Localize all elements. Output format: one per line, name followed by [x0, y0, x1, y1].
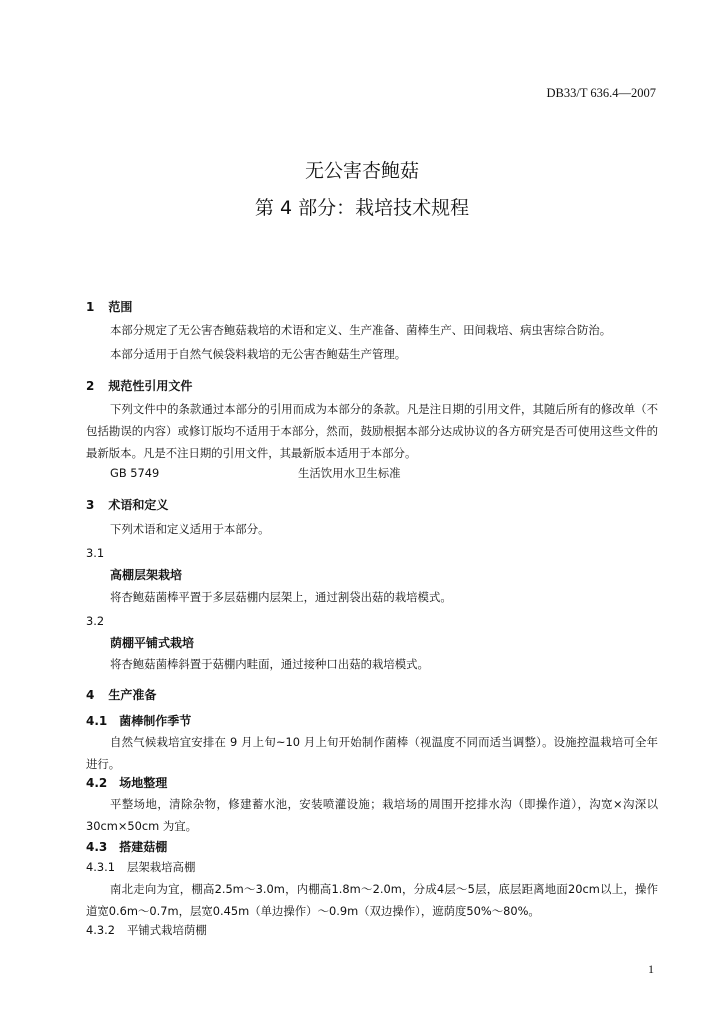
reference-code: GB 5749	[110, 466, 160, 480]
subsection-4-1-heading	[86, 712, 191, 729]
page-number: 1	[648, 962, 654, 976]
section-3-heading	[86, 496, 168, 513]
reference-title: 生活饮用水卫生标准	[298, 466, 401, 480]
subsection-title: 层架栽培高棚	[126, 860, 196, 874]
subsection-title: 搭建菇棚	[119, 840, 168, 854]
subsection-4-3-1-heading	[86, 856, 195, 878]
section-1-heading	[86, 298, 132, 315]
section-2-heading	[86, 377, 192, 394]
term-number: 3.2	[86, 614, 105, 628]
subsection-title: 平铺式栽培荫棚	[126, 923, 207, 937]
subsection-4-3-heading	[86, 838, 167, 855]
term-name: 高棚层架栽培	[110, 568, 183, 582]
section-4-heading	[86, 686, 156, 703]
section-title: 范围	[108, 300, 133, 314]
subsection-title: 场地整理	[119, 776, 168, 790]
section-number: 2	[86, 379, 95, 393]
document-subtitle: 第 4 部分：栽培技术规程	[254, 197, 470, 219]
section-number: 1	[86, 300, 95, 314]
paragraph: 本部分规定了无公害杏鲍菇栽培的术语和定义、生产准备、菌棒生产、田间栽培、病虫害综合防治。	[110, 323, 612, 337]
subsection-number: 4.3.2	[86, 923, 115, 937]
subsection-number: 4.2	[86, 776, 108, 790]
paragraph: 南北走向为宜，棚高2.5m～3.0m，内棚高1.8m～2.0m，分成4层～5层，底层距离地面20cm以上，操作道宽0.6m～0.7m，层宽0.45m（单边操作）～0.9m（双边操作），遮荫度50%～80%。	[86, 882, 658, 918]
standard-number: DB33/T 636.4—2007	[546, 86, 656, 100]
section-title: 规范性引用文件	[108, 379, 193, 393]
subsection-number: 4.3	[86, 840, 108, 854]
term-definition: 将杏鲍菇菌棒斜置于菇棚内畦面，通过接种口出菇的栽培模式。	[110, 657, 429, 671]
section-title: 术语和定义	[108, 498, 169, 512]
term-definition: 将杏鲍菇菌棒平置于多层菇棚内层架上，通过割袋出菇的栽培模式。	[110, 590, 452, 604]
paragraph: 平整场地，清除杂物，修建蓄水池，安装喷灌设施；栽培场的周围开挖排水沟（即操作道），沟宽×沟深以 30cm×50cm 为宜。	[86, 797, 658, 833]
subsection-title: 菌棒制作季节	[119, 714, 192, 728]
paragraph: 本部分适用于自然气候袋料栽培的无公害杏鲍菇生产管理。	[110, 347, 407, 361]
section-number: 3	[86, 498, 95, 512]
paragraph: 下列术语和定义适用于本部分。	[110, 522, 270, 536]
subsection-number: 4.3.1	[86, 860, 115, 874]
paragraph: 下列文件中的条款通过本部分的引用而成为本部分的条款。凡是注日期的引用文件，其随后所有的修改单（不包括勘误的内容）或修订版均不适用于本部分，然而，鼓励根据本部分达成协议的各方研究是否可使用这些文件的最新版本。凡是不注日期的引用文件，其最新版本适用于本部分。	[86, 402, 658, 460]
document-title: 无公害杏鲍菇	[304, 160, 419, 182]
subsection-4-3-2-heading	[86, 919, 207, 941]
paragraph: 自然气候栽培宜安排在 9 月上旬~10 月上旬开始制作菌棒（视温度不同而适当调整）。设施控温栽培可全年进行。	[86, 735, 658, 771]
section-number: 4	[86, 688, 95, 702]
term-name: 荫棚平铺式栽培	[110, 636, 195, 650]
section-title: 生产准备	[108, 688, 157, 702]
subsection-number: 4.1	[86, 714, 108, 728]
subsection-4-2-heading	[86, 774, 167, 791]
term-number: 3.1	[86, 546, 105, 560]
